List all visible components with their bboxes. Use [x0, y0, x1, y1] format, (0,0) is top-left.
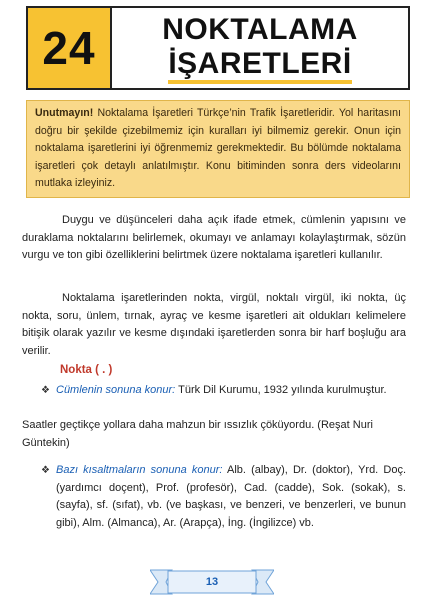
chapter-title-line1: NOKTALAMA	[162, 13, 358, 46]
notice-lead: Unutmayın!	[35, 107, 94, 119]
page-number-ribbon	[150, 568, 274, 596]
chapter-number: 24	[42, 22, 96, 74]
bullet-example: Türk Dil Kurumu, 1932 yılında kurulmuştur.	[175, 384, 387, 396]
chapter-number-box	[26, 6, 112, 90]
notice-box	[26, 100, 410, 198]
bullet-example: Alb. (albay), Dr. (doktor), Yrd. Doç. (yardımcı doçent), Prof. (profesör), Cad. (cadde), Sok. (sokak), s. (sayfa), sf. (sıfat), vb. (ve başkası, ve benzeri, ve benzerleri, ve bunun gibi), Alm. (Almanca), Ar. (Arapça), İng. (İngilizce) vb.	[56, 464, 407, 529]
diamond-bullet-icon: ❖	[41, 465, 50, 476]
bullet-item	[22, 462, 406, 532]
rule-paragraph-text: Noktalama işaretlerinden nokta, virgül, noktalı virgül, iki nokta, üç nokta, soru, ünlem, tırnak, ayraç ve kesme işaretleri ait oldukları kelimelere bitişik olarak yazılır ve kesme dışındaki işaretlerden sonra bir harf boşluğu ara verilir.	[22, 292, 406, 357]
chapter-header	[26, 6, 410, 90]
chapter-title-line2: İŞARETLERİ	[168, 48, 351, 84]
chapter-title-box	[112, 6, 410, 90]
diamond-bullet-icon: ❖	[41, 385, 50, 396]
section-title: Nokta ( . )	[60, 364, 113, 376]
example-sentence: Saatler geçtikçe yollara daha mahzun bir ıssızlık çöküyordu. (Reşat Nuri Güntekin)	[22, 419, 373, 449]
bullet-rule: Bazı kısaltmaların sonuna konur:	[56, 464, 223, 476]
notice-text: Noktalama İşaretleri Türkçe’nin Trafik İşaretleridir. Yol haritasını doğru bir şekilde çizebilmemiz için kuralları iyi bilmemiz gerekir. Onun için noktalama işaretlerini iyi öğrenmemiz gerekmektedir. Bu bölümde noktalama işaretleri çok detaylı anlatılmıştır. Konu bitiminden sonra ders videolarını mutlaka izleyiniz.	[35, 107, 401, 189]
intro-paragraph	[22, 212, 406, 265]
intro-paragraph-text: Duygu ve düşünceleri daha açık ifade etmek, cümlenin yapısını ve duraklama noktalarını belirlemek, okumayı ve anlamayı kolaylaştırmak, sözün vurgu ve ton gibi özelliklerini belirtmek üzere noktalama işaretleri kullanılır.	[22, 214, 406, 261]
page-number: 13	[205, 576, 219, 588]
bullet-rule: Cümlenin sonuna konur:	[56, 384, 176, 396]
rule-paragraph	[22, 290, 406, 360]
bullet-item	[22, 382, 406, 400]
